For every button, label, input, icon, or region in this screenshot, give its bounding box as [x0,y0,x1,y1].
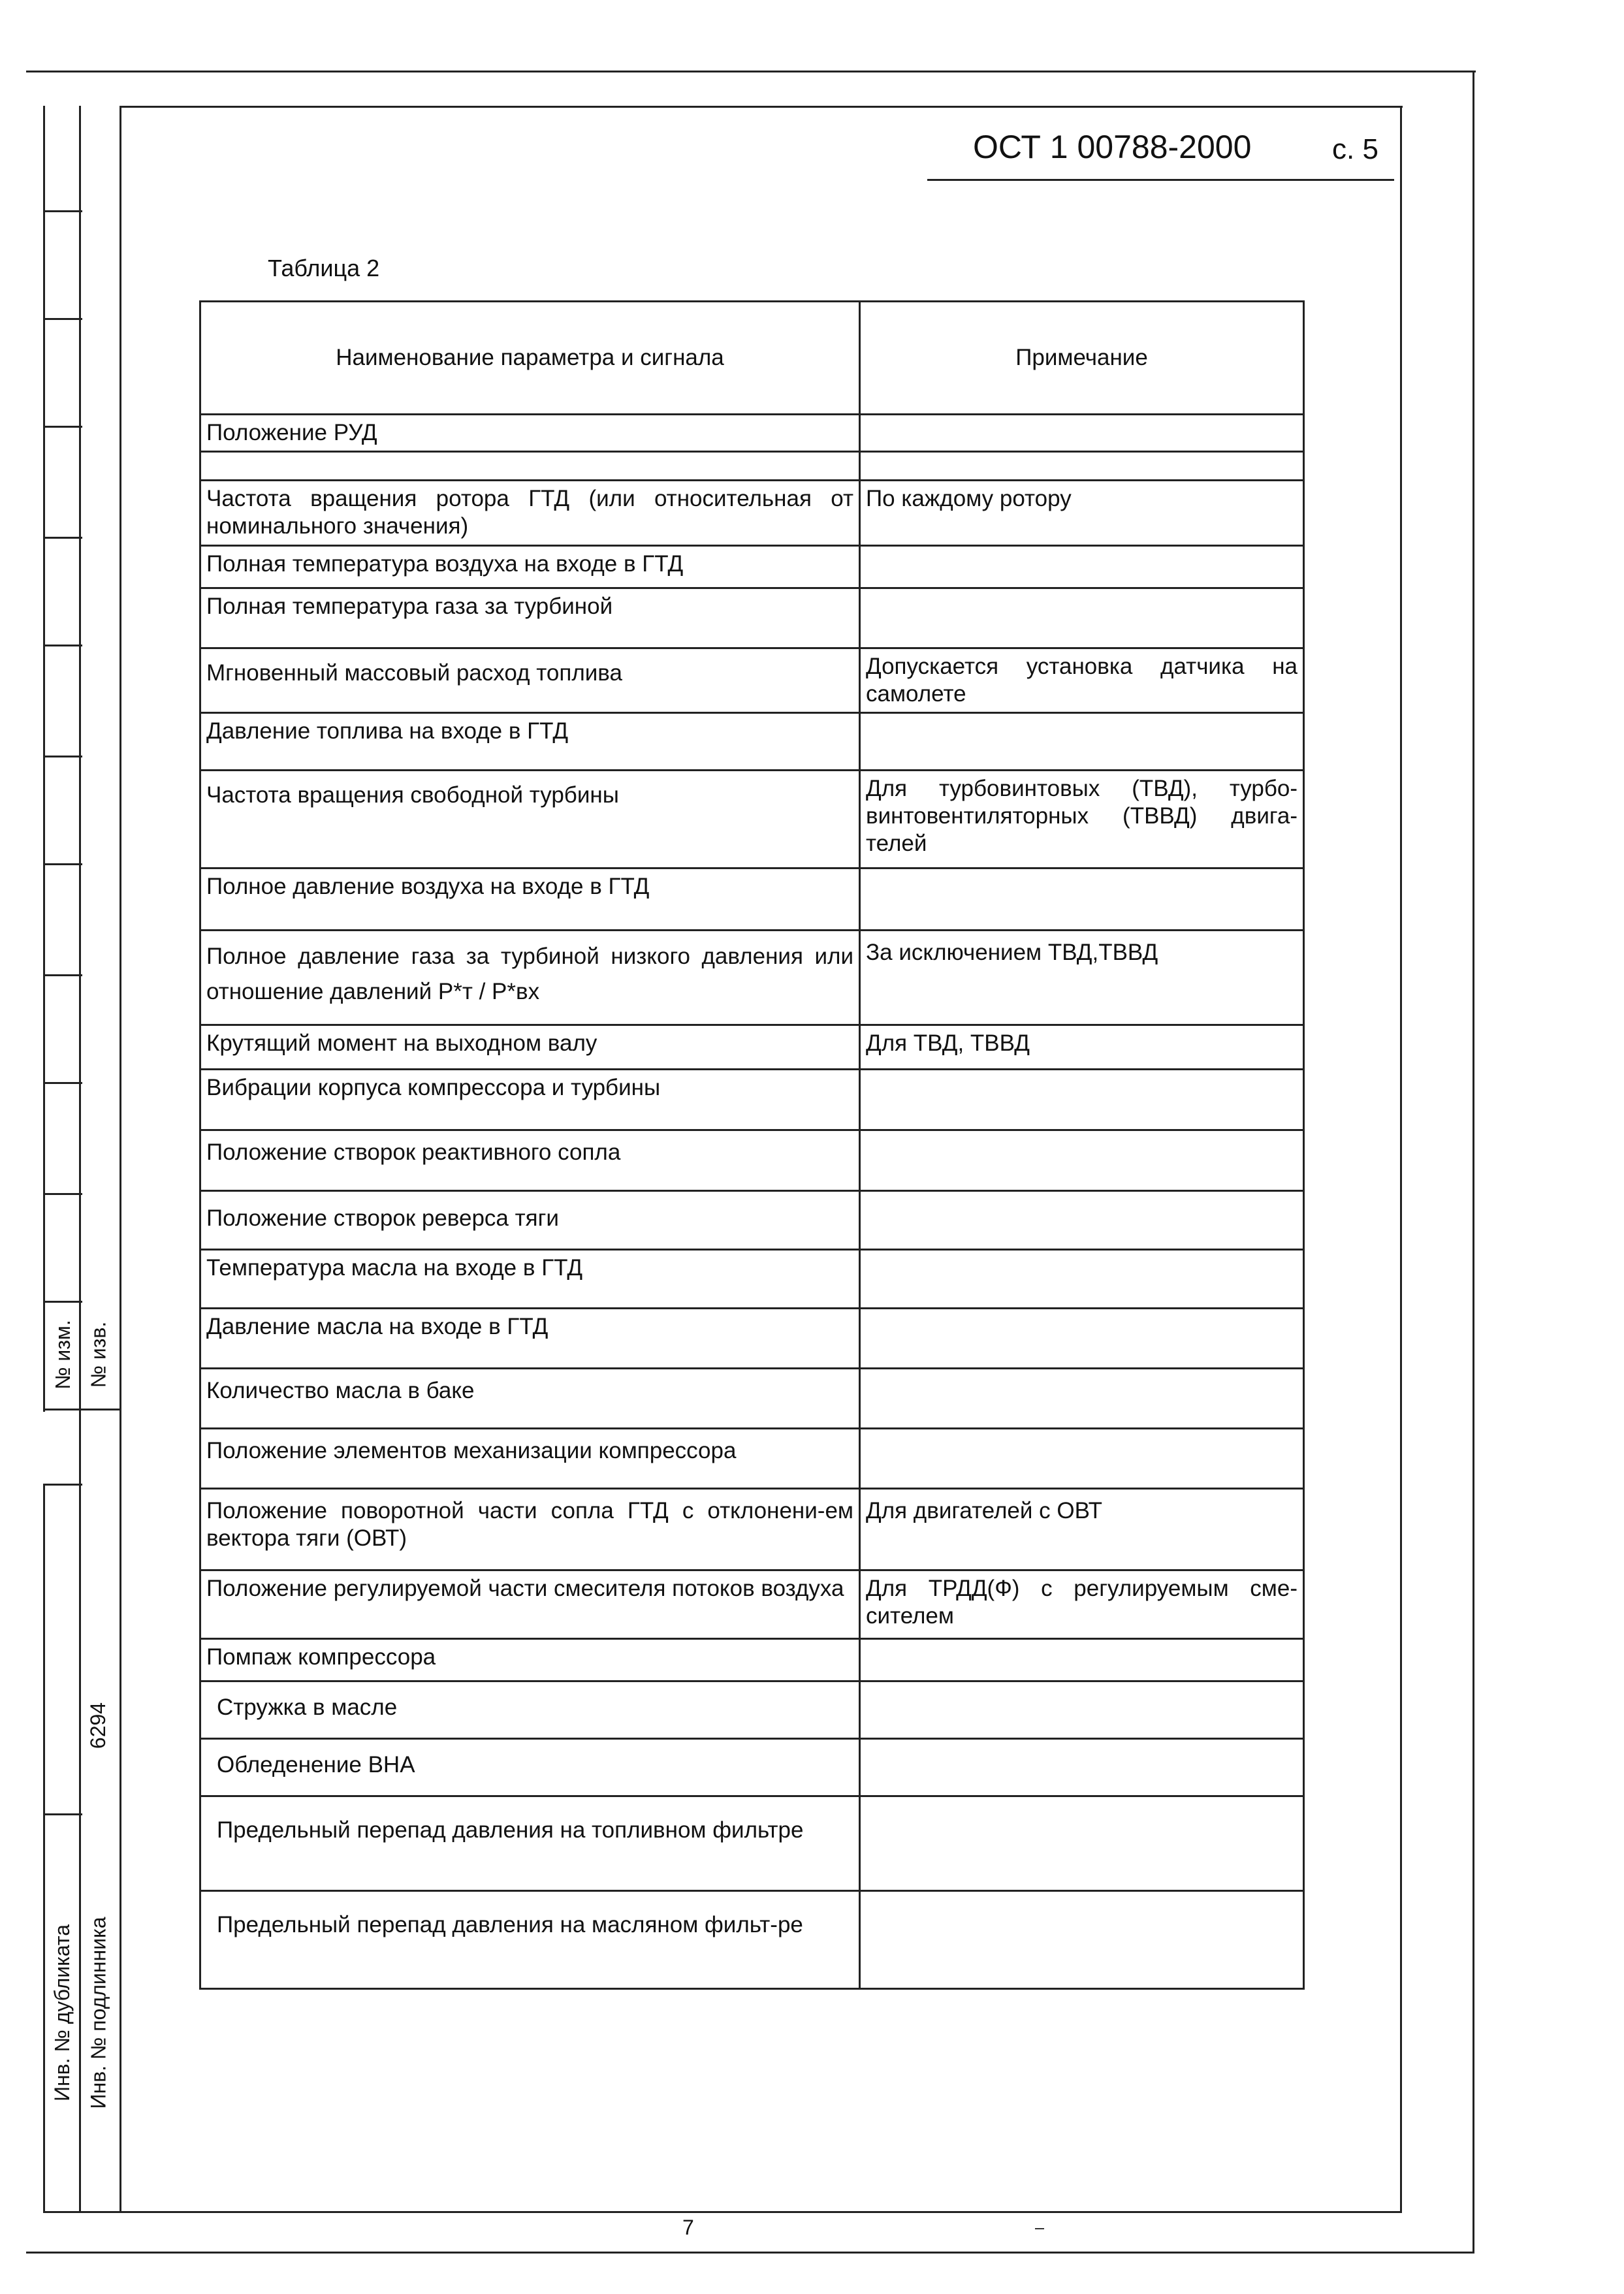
margin-inv-dublikata: Инв. № дубликата [50,1924,74,2101]
param-name: Полная температура газа за турбиной [200,588,860,648]
table-row [200,1191,1304,1250]
param-note [860,1681,1304,1739]
table-row [200,1570,1304,1639]
parameters-table [199,300,1305,1990]
param-note [860,1739,1304,1796]
table-row [200,1796,1304,1891]
param-note [860,452,1304,481]
param-note: За исключением ТВД,ТВВД [860,931,1304,1025]
param-name: Давление масла на входе в ГТД [200,1309,860,1369]
document-code: ОСТ 1 00788-2000 [973,129,1252,165]
param-name: Вибрации корпуса компрессора и турбины [200,1070,860,1130]
table-header-row [200,302,1304,415]
param-note [860,546,1304,588]
table-row [200,588,1304,648]
table-row [200,931,1304,1025]
page-number-header: с. 5 [1332,133,1378,165]
param-name [200,452,860,481]
param-note [860,1891,1304,1989]
param-note [860,1369,1304,1429]
left-margin-strip [43,106,119,2212]
param-name: Полное давление воздуха на входе в ГТД [200,868,860,931]
table-row [200,1130,1304,1191]
document-header [927,124,1394,183]
table-row [200,1429,1304,1489]
param-name: Положение элементов механизации компрессора [200,1429,860,1489]
param-name: Положение регулируемой части смесителя потоков воздуха [200,1570,860,1639]
margin-inv-podlinnika: Инв. № подлинника [86,1916,110,2109]
param-name: Мгновенный массовый расход топлива [200,648,860,713]
table-row [200,1639,1304,1681]
param-note [860,1309,1304,1369]
margin-number: 6294 [86,1702,110,1749]
table-row [200,1489,1304,1570]
param-note [860,588,1304,648]
param-note [860,1429,1304,1489]
table-row [200,1891,1304,1989]
param-name: Предельный перепад давления на топливном фильтре [200,1796,860,1891]
table-row [200,546,1304,588]
param-note [860,1250,1304,1309]
table-row [200,1369,1304,1429]
param-name: Частота вращения ротора ГТД (или относительная от номинального значения) [200,481,860,546]
inner-frame-right [1400,106,1402,2212]
param-note: Для турбовинтовых (ТВД), турбо-винтовентиляторных (ТВВД) двига-телей [860,771,1304,868]
param-note [860,1070,1304,1130]
table-caption: Таблица 2 [268,255,380,281]
param-name: Частота вращения свободной турбины [200,771,860,868]
page-frame-top [26,71,1476,72]
table-row [200,1739,1304,1796]
param-name: Полное давление газа за турбиной низкого давления или отношение давлений P*т / P*вх [200,931,860,1025]
inner-frame-top [119,106,1403,108]
param-name: Температура масла на входе в ГТД [200,1250,860,1309]
param-name: Положение поворотной части сопла ГТД с отклонени-ем вектора тяги (ОВТ) [200,1489,860,1570]
param-name: Положение створок реактивного сопла [200,1130,860,1191]
param-name: Предельный перепад давления на масляном фильт-ре [200,1891,860,1989]
table-row [200,1025,1304,1070]
param-note [860,1130,1304,1191]
table-row [200,1070,1304,1130]
table-row [200,771,1304,868]
param-name: Количество масла в баке [200,1369,860,1429]
param-name: Положение РУД [200,415,860,452]
param-name: Положение створок реверса тяги [200,1191,860,1250]
page-frame-bottom [26,2252,1474,2254]
table-row [200,648,1304,713]
inner-frame-left [119,106,121,2212]
margin-no-izm: № изм. [50,1320,74,1390]
margin-no-izv: № изв. [86,1321,110,1388]
param-note [860,868,1304,931]
footer-mark [1035,2228,1044,2229]
param-name: Помпаж компрессора [200,1639,860,1681]
table-row [200,415,1304,452]
page-frame-right [1473,71,1474,2252]
param-name: Давление топлива на входе в ГТД [200,713,860,771]
table-row [200,868,1304,931]
param-name: Полная температура воздуха на входе в ГТД [200,546,860,588]
param-name: Обледенение ВНА [200,1739,860,1796]
column-header-note: Примечание [860,302,1304,415]
footer-page-number: 7 [682,2216,694,2239]
param-note: По каждому ротору [860,481,1304,546]
table-row [200,713,1304,771]
header-underline [927,179,1394,181]
inner-frame-bottom [43,2211,1402,2213]
column-header-name: Наименование параметра и сигнала [200,302,860,415]
param-note [860,415,1304,452]
table-row [200,452,1304,481]
param-note: Для ТВД, ТВВД [860,1025,1304,1070]
param-note [860,1191,1304,1250]
param-note [860,713,1304,771]
param-note [860,1796,1304,1891]
param-name: Стружка в масле [200,1681,860,1739]
table-row [200,1250,1304,1309]
table-row [200,1681,1304,1739]
param-note [860,1639,1304,1681]
param-note: Допускается установка датчика на самолете [860,648,1304,713]
param-name: Крутящий момент на выходном валу [200,1025,860,1070]
param-note: Для двигателей с ОВТ [860,1489,1304,1570]
table-row [200,481,1304,546]
table-row [200,1309,1304,1369]
param-note: Для ТРДД(Ф) с регулируемым сме-сителем [860,1570,1304,1639]
